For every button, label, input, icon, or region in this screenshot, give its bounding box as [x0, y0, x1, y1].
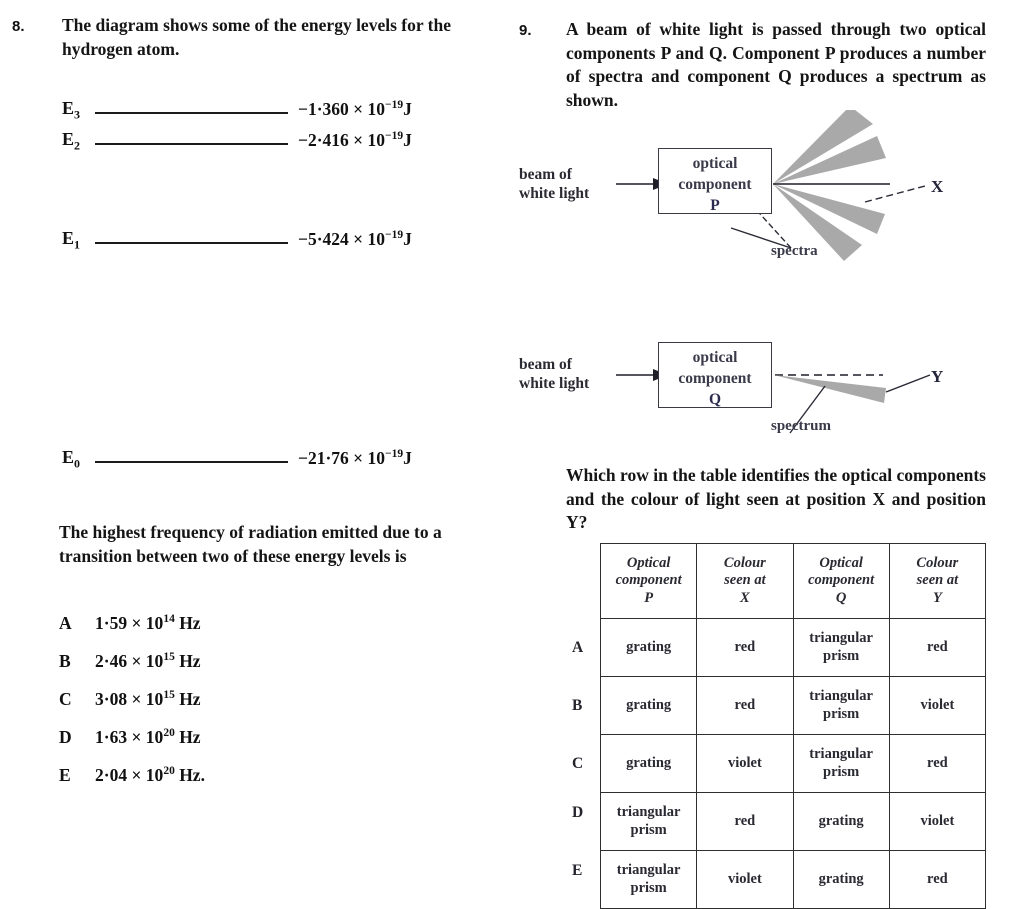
column-header-optical-component-p [601, 544, 697, 619]
leader-line-x [865, 186, 925, 202]
position-y-label: Y [931, 367, 944, 386]
row-a-letter: A [572, 638, 584, 656]
energy-level-1-line [95, 242, 288, 244]
row-d-cell-p [572, 793, 697, 851]
question-9-prompt: Which row in the table identifies the optical components and the colour of light seen at position X and position Y? [566, 465, 986, 532]
row-e-letter: E [572, 862, 583, 879]
option-b-unit: Hz [179, 651, 201, 671]
header-q-line1: Optical [819, 554, 863, 571]
row-b-value-p: grating [626, 696, 672, 713]
header-y-line2: seen at [916, 572, 959, 589]
row-c-cell-q: triangular prism [793, 735, 889, 793]
energy-level-0-symbol: E [62, 447, 75, 467]
option-d-unit: Hz [179, 727, 201, 747]
option-a-unit: Hz [179, 613, 201, 633]
energy-level-0-exponent: −19 [385, 448, 404, 461]
energy-level-2-value [298, 130, 412, 151]
row-d-letter: D [572, 804, 584, 821]
row-d-cell-q: grating [793, 793, 889, 851]
column-header-colour-at-y [889, 544, 985, 619]
option-c-unit: Hz [179, 689, 201, 709]
option-e-exponent: 20 [163, 765, 175, 778]
optical-component-q-line1: optical [692, 349, 738, 366]
question-9-stem: A beam of white light is passed through two optical components P and Q. Component P produces a number of spectra and component Q produces a spectrum as shown. [566, 19, 986, 110]
row-c-letter: C [572, 754, 584, 772]
optical-component-p-line1: optical [692, 155, 738, 172]
row-c-cell-p [572, 735, 697, 793]
option-c-value [95, 689, 201, 709]
optical-component-q-line2: component [678, 370, 752, 387]
row-b-cell-q: triangular prism [793, 677, 889, 735]
energy-level-1-subscript: 1 [74, 237, 81, 252]
question-8-stem: The diagram shows some of the energy levels for the hydrogen atom. [62, 15, 451, 59]
row-e-cell-y: red [889, 851, 985, 909]
energy-level-3-value [298, 99, 412, 120]
row-d-value-p: triangular prism [616, 804, 681, 838]
header-x-line3: X [740, 589, 750, 606]
leader-line-y [886, 375, 930, 392]
energy-level-1-unit: J [403, 229, 412, 249]
row-b-cell-p [572, 677, 697, 735]
energy-level-3-symbol: E [62, 98, 75, 118]
option-b-letter: B [59, 651, 71, 671]
option-d[interactable] [59, 727, 201, 748]
row-b-cell-x: red [697, 677, 793, 735]
header-x-line1: Colour [723, 554, 766, 571]
table-header-row [601, 544, 986, 619]
beam-label-q-line1: beam of [519, 356, 572, 373]
row-c-value-p: grating [626, 754, 672, 771]
question-9-number: 9. [519, 22, 532, 39]
spectra-caption: spectra [771, 243, 818, 259]
energy-level-3-subscript: 3 [74, 107, 81, 122]
spectrum-caption: spectrum [771, 418, 831, 434]
option-b-exponent: 15 [163, 651, 175, 664]
row-a-cell-y: red [889, 619, 985, 677]
option-d-value [95, 727, 201, 747]
option-e-unit: Hz. [179, 765, 205, 785]
option-b-mantissa: 2·46 × 10 [95, 651, 164, 671]
header-p-line2: component [615, 572, 682, 589]
energy-level-1-symbol: E [62, 228, 75, 248]
position-x-label: X [931, 177, 944, 196]
optical-component-q-box [658, 342, 772, 408]
row-e-cell-q: grating [793, 851, 889, 909]
beam-label-p-line2: white light [519, 185, 590, 202]
answer-table-wrapper [572, 543, 986, 909]
energy-level-2-line [95, 143, 288, 145]
header-x-line2: seen at [724, 572, 766, 589]
table-row[interactable] [601, 735, 986, 793]
row-e-value-p: triangular prism [616, 862, 681, 896]
option-e-mantissa: 2·04 × 10 [95, 765, 164, 785]
row-b-cell-y: violet [889, 677, 985, 735]
option-c-exponent: 15 [163, 689, 175, 702]
header-y-line1: Colour [916, 554, 959, 571]
header-p-line3: P [644, 589, 654, 606]
energy-level-0-label [62, 447, 80, 472]
table-row[interactable] [601, 793, 986, 851]
optical-component-p-line2: component [678, 176, 752, 193]
row-d-cell-x: red [697, 793, 793, 851]
optical-component-q-id: Q [708, 391, 722, 408]
energy-level-2-unit: J [403, 130, 412, 150]
energy-level-3-line [95, 112, 288, 114]
beam-label-p-line1: beam of [519, 166, 572, 183]
column-header-colour-at-x [697, 544, 793, 619]
energy-level-2-exponent: −19 [385, 130, 404, 143]
energy-level-2-label [62, 129, 80, 154]
answer-table [572, 543, 986, 909]
row-a-cell-x: red [697, 619, 793, 677]
question-8-prompt: The highest frequency of radiation emitted due to a transition between two of these energy levels is [59, 522, 442, 566]
energy-level-0-value [298, 448, 412, 469]
option-e[interactable] [59, 765, 205, 786]
energy-level-3-label [62, 98, 80, 123]
row-a-cell-p [572, 619, 697, 677]
option-c[interactable] [59, 689, 201, 710]
option-b[interactable] [59, 651, 201, 672]
row-a-value-p: grating [626, 638, 672, 655]
row-d-cell-y: violet [889, 793, 985, 851]
table-row[interactable] [601, 619, 986, 677]
header-y-line3: Y [932, 589, 942, 606]
energy-level-3-mantissa: −1·360 × 10 [298, 99, 386, 119]
energy-level-2-mantissa: −2·416 × 10 [298, 130, 386, 150]
energy-level-0-subscript: 0 [74, 456, 81, 471]
option-a-letter: A [59, 613, 72, 633]
question-8-number: 8. [12, 18, 25, 35]
option-b-value [95, 651, 201, 671]
row-e-cell-p [572, 851, 697, 909]
spectrum-wedge-q [774, 375, 886, 403]
option-d-exponent: 20 [163, 727, 175, 740]
energy-level-1-exponent: −19 [385, 229, 404, 242]
energy-level-1-mantissa: −5·424 × 10 [298, 229, 386, 249]
option-c-mantissa: 3·08 × 10 [95, 689, 164, 709]
energy-level-diagram [0, 0, 500, 500]
optical-component-p-box [658, 148, 772, 214]
energy-level-3-exponent: −19 [385, 99, 404, 112]
energy-level-1-value [298, 229, 412, 250]
row-c-cell-x: violet [697, 735, 793, 793]
option-e-letter: E [59, 765, 71, 785]
header-q-line2: component [808, 572, 875, 589]
energy-level-0-unit: J [403, 448, 412, 468]
option-a[interactable] [59, 613, 201, 634]
option-e-value [95, 765, 205, 785]
option-d-mantissa: 1·63 × 10 [95, 727, 164, 747]
header-q-line3: Q [835, 589, 847, 606]
energy-level-0-mantissa: −21·76 × 10 [298, 448, 386, 468]
header-p-line1: Optical [626, 554, 671, 571]
optical-component-p-id: P [710, 197, 720, 214]
option-c-letter: C [59, 689, 72, 709]
option-a-exponent: 14 [163, 613, 175, 626]
energy-level-3-unit: J [403, 99, 412, 119]
table-row[interactable] [601, 851, 986, 909]
table-row[interactable] [601, 677, 986, 735]
option-a-mantissa: 1·59 × 10 [95, 613, 164, 633]
energy-level-0-line [95, 461, 288, 463]
energy-level-1-label [62, 228, 80, 253]
row-e-cell-x: violet [697, 851, 793, 909]
energy-level-2-symbol: E [62, 129, 75, 149]
row-a-cell-q: triangular prism [793, 619, 889, 677]
energy-level-2-subscript: 2 [74, 138, 81, 153]
column-header-optical-component-q [793, 544, 889, 619]
row-b-letter: B [572, 696, 583, 714]
beam-label-q-line2: white light [519, 375, 590, 392]
option-a-value [95, 613, 201, 633]
row-c-cell-y: red [889, 735, 985, 793]
option-d-letter: D [59, 727, 72, 747]
